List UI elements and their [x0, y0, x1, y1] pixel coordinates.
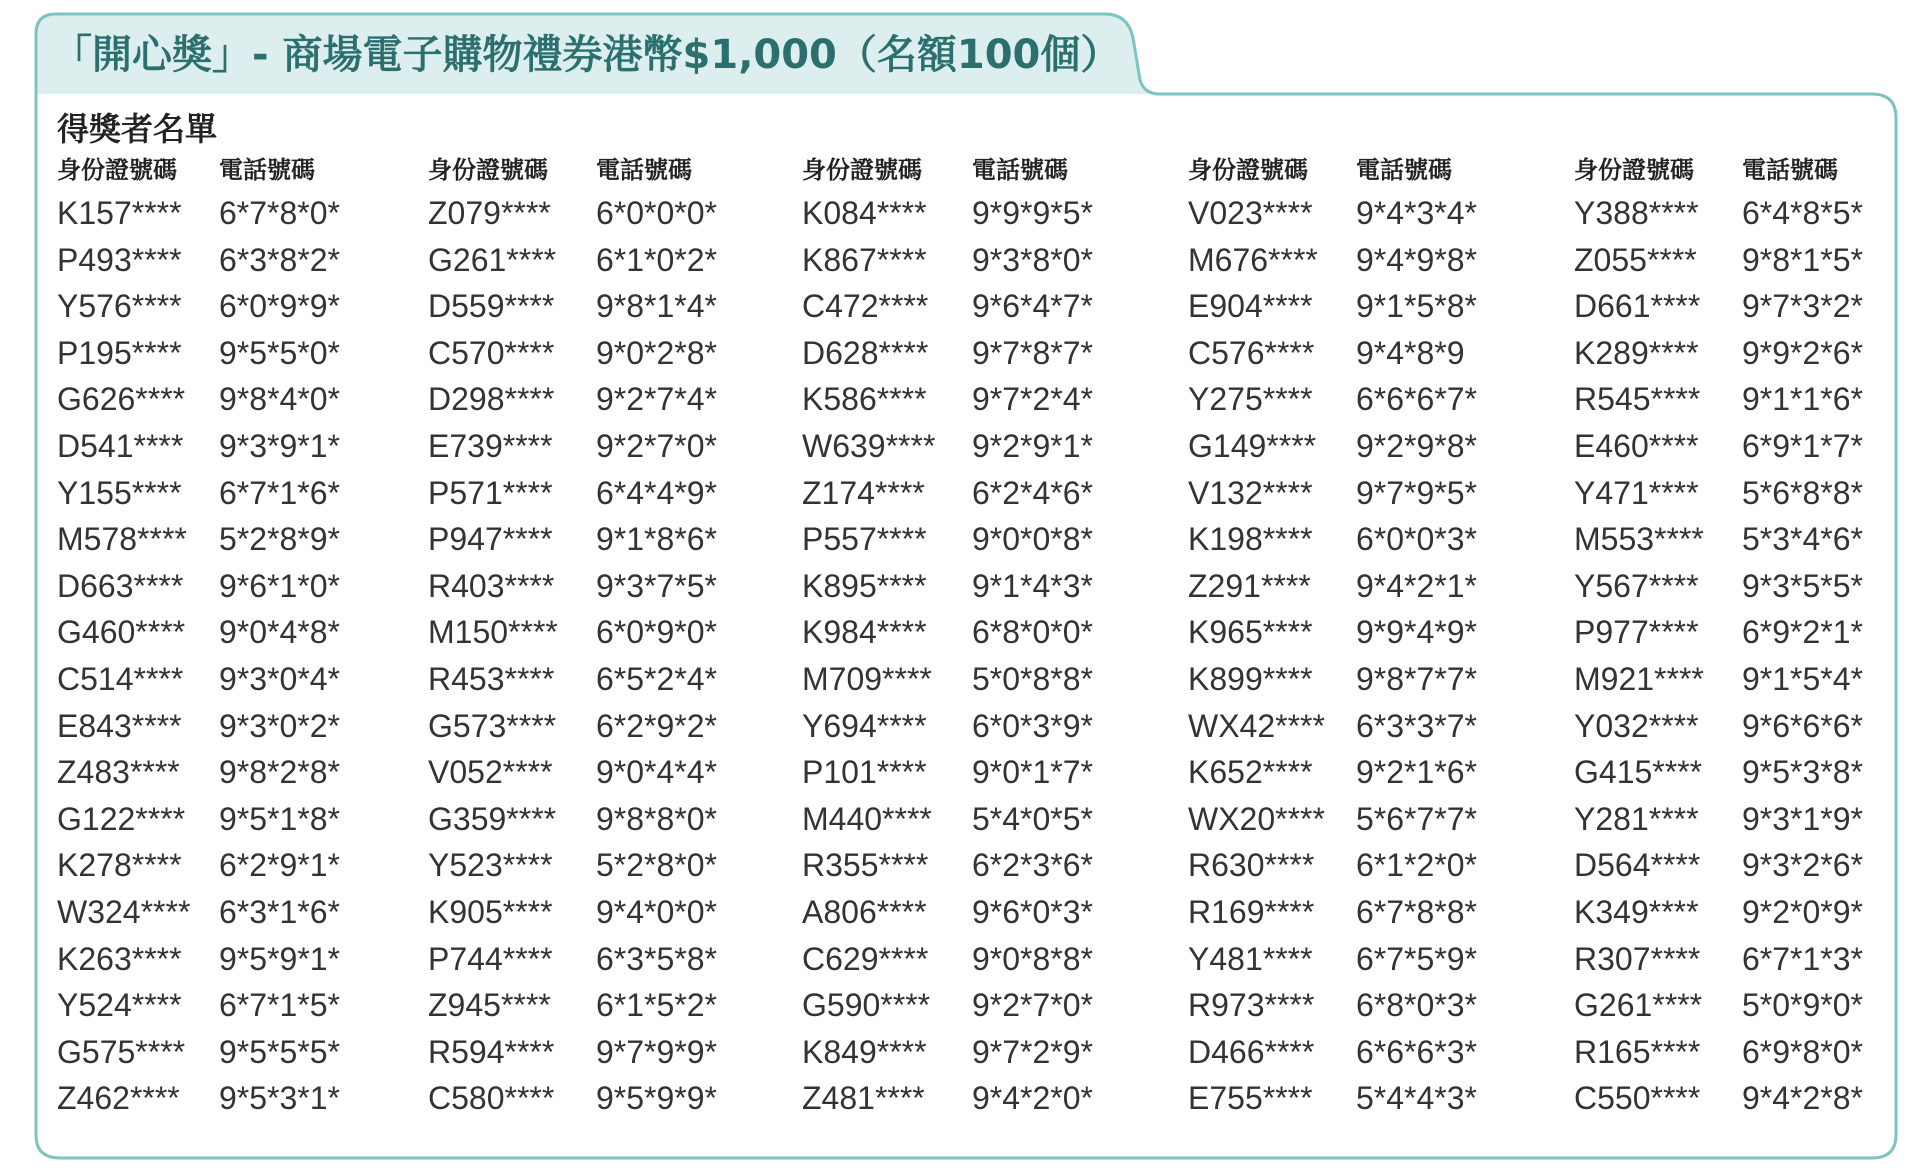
phone-cell: 5*6*8*8*: [1742, 474, 1863, 511]
phone-cell: 9*6*0*3*: [972, 893, 1093, 930]
id-cell: G590****: [802, 987, 931, 1024]
id-cell: D564****: [1574, 847, 1701, 884]
id-cell: Z462****: [57, 1080, 180, 1117]
id-cell: Y481****: [1188, 940, 1313, 977]
phone-cell: 9*7*8*7*: [972, 334, 1093, 371]
id-cell: G359****: [428, 800, 557, 837]
phone-cell: 6*2*9*2*: [596, 707, 717, 744]
phone-cell: 9*8*1*4*: [596, 288, 717, 325]
id-cell: M553****: [1574, 521, 1704, 558]
id-cell: R973****: [1188, 987, 1315, 1024]
phone-cell: 6*3*3*7*: [1356, 707, 1477, 744]
id-cell: K586****: [802, 381, 927, 418]
phone-cell: 5*4*4*3*: [1356, 1080, 1477, 1117]
id-cell: Y275****: [1188, 381, 1313, 418]
phone-cell: 5*0*8*8*: [972, 660, 1093, 697]
phone-cell: 9*3*9*1*: [219, 427, 340, 464]
phone-number-header: 電話號碼: [219, 156, 315, 184]
id-cell: K198****: [1188, 521, 1313, 558]
phone-cell: 5*2*8*0*: [596, 847, 717, 884]
id-cell: E755****: [1188, 1080, 1313, 1117]
phone-cell: 9*3*2*6*: [1742, 847, 1863, 884]
phone-cell: 6*7*1*5*: [219, 987, 340, 1024]
id-cell: P571****: [428, 474, 553, 511]
phone-cell: 9*2*9*1*: [972, 427, 1093, 464]
phone-cell: 6*4*4*9*: [596, 474, 717, 511]
id-cell: M578****: [57, 521, 187, 558]
id-cell: WX42****: [1188, 707, 1325, 744]
id-number-header: 身份證號碼: [428, 156, 548, 184]
phone-cell: 6*0*3*9*: [972, 707, 1093, 744]
phone-cell: 9*4*2*8*: [1742, 1080, 1863, 1117]
id-cell: G460****: [57, 614, 186, 651]
id-cell: Y281****: [1574, 800, 1699, 837]
id-number-header: 身份證號碼: [1574, 156, 1694, 184]
id-cell: R307****: [1574, 940, 1701, 977]
id-cell: A806****: [802, 893, 927, 930]
id-cell: K905****: [428, 893, 553, 930]
id-cell: C514****: [57, 660, 184, 697]
winners-list-heading: 得獎者名單: [57, 110, 218, 148]
id-cell: Y576****: [57, 288, 182, 325]
id-cell: Z079****: [428, 195, 551, 231]
phone-cell: 9*3*1*9*: [1742, 800, 1863, 837]
phone-cell: 6*2*4*6*: [972, 474, 1093, 511]
phone-cell: 9*2*9*8*: [1356, 427, 1477, 464]
phone-cell: 9*4*9*8*: [1356, 241, 1477, 278]
phone-cell: 5*4*0*5*: [972, 800, 1093, 837]
id-number-header: 身份證號碼: [802, 156, 922, 184]
phone-cell: 9*0*4*8*: [219, 614, 340, 651]
phone-cell: 9*3*5*5*: [1742, 567, 1863, 604]
phone-cell: 6*0*0*3*: [1356, 521, 1477, 558]
id-cell: E460****: [1574, 427, 1699, 464]
phone-number-header: 電話號碼: [596, 156, 692, 184]
phone-cell: 9*5*5*0*: [219, 334, 340, 371]
phone-cell: 9*9*4*9*: [1356, 614, 1477, 651]
phone-number-header: 電話號碼: [1742, 156, 1838, 184]
phone-cell: 9*7*2*9*: [972, 1033, 1093, 1070]
id-cell: G261****: [428, 241, 557, 278]
id-cell: Y471****: [1574, 474, 1699, 511]
id-number-header: 身份證號碼: [57, 156, 177, 184]
id-cell: V023****: [1188, 195, 1313, 231]
id-cell: R630****: [1188, 847, 1315, 884]
id-cell: Z945****: [428, 987, 551, 1024]
id-cell: Y523****: [428, 847, 553, 884]
phone-cell: 9*0*4*4*: [596, 754, 717, 791]
id-cell: C576****: [1188, 334, 1315, 371]
phone-cell: 9*2*1*6*: [1356, 754, 1477, 791]
id-cell: D663****: [57, 567, 184, 604]
id-cell: D298****: [428, 381, 555, 418]
id-cell: Z291****: [1188, 567, 1311, 604]
phone-cell: 6*9*1*7*: [1742, 427, 1863, 464]
id-cell: C570****: [428, 334, 555, 371]
phone-cell: 9*5*3*1*: [219, 1080, 340, 1117]
phone-cell: 6*6*6*3*: [1356, 1033, 1477, 1070]
phone-cell: 6*5*2*4*: [596, 660, 717, 697]
id-cell: M921****: [1574, 660, 1704, 697]
phone-cell: 6*3*8*2*: [219, 241, 340, 278]
phone-cell: 9*0*8*8*: [972, 940, 1093, 977]
id-cell: K965****: [1188, 614, 1313, 651]
id-cell: M676****: [1188, 241, 1318, 278]
page-title: 「開心獎」- 商場電子購物禮券港幣$1,000（名額100個）: [52, 32, 1121, 78]
phone-cell: 6*0*9*0*: [596, 614, 717, 651]
id-cell: P493****: [57, 241, 182, 278]
id-cell: D541****: [57, 427, 184, 464]
phone-cell: 9*5*9*1*: [219, 940, 340, 977]
id-cell: V132****: [1188, 474, 1313, 511]
phone-cell: 9*8*8*0*: [596, 800, 717, 837]
id-cell: C629****: [802, 940, 929, 977]
phone-number-header: 電話號碼: [972, 156, 1068, 184]
phone-cell: 5*6*7*7*: [1356, 800, 1477, 837]
phone-cell: 6*1*0*2*: [596, 241, 717, 278]
id-cell: K867****: [802, 241, 927, 278]
id-cell: K349****: [1574, 893, 1699, 930]
phone-cell: 9*1*1*6*: [1742, 381, 1863, 418]
phone-cell: 6*6*6*7*: [1356, 381, 1477, 418]
phone-cell: 6*1*2*0*: [1356, 847, 1477, 884]
id-cell: R355****: [802, 847, 929, 884]
phone-cell: 9*5*3*8*: [1742, 754, 1863, 791]
phone-cell: 9*1*8*6*: [596, 521, 717, 558]
id-cell: Y032****: [1574, 707, 1699, 744]
phone-cell: 6*9*2*1*: [1742, 614, 1863, 651]
id-cell: R403****: [428, 567, 555, 604]
phone-cell: 9*7*3*2*: [1742, 288, 1863, 325]
phone-cell: 9*0*1*7*: [972, 754, 1093, 791]
phone-cell: 9*1*4*3*: [972, 567, 1093, 604]
id-cell: K849****: [802, 1033, 927, 1070]
phone-cell: 6*8*0*3*: [1356, 987, 1477, 1024]
id-cell: R169****: [1188, 893, 1315, 930]
phone-cell: 9*8*4*0*: [219, 381, 340, 418]
id-cell: K899****: [1188, 660, 1313, 697]
phone-cell: 9*5*5*5*: [219, 1033, 340, 1070]
id-cell: C550****: [1574, 1080, 1701, 1117]
id-cell: P947****: [428, 521, 553, 558]
id-cell: W324****: [57, 893, 191, 930]
phone-cell: 9*4*8*9: [1356, 334, 1465, 371]
id-cell: Y524****: [57, 987, 182, 1024]
phone-cell: 9*3*0*4*: [219, 660, 340, 697]
id-cell: P195****: [57, 334, 182, 371]
phone-cell: 6*9*8*0*: [1742, 1033, 1863, 1070]
id-cell: Z174****: [802, 474, 925, 511]
phone-cell: 9*7*9*9*: [596, 1033, 717, 1070]
id-cell: K652****: [1188, 754, 1313, 791]
id-cell: P101****: [802, 754, 927, 791]
phone-cell: 6*3*1*6*: [219, 893, 340, 930]
id-cell: Y567****: [1574, 567, 1699, 604]
id-cell: M150****: [428, 614, 558, 651]
phone-cell: 6*8*0*0*: [972, 614, 1093, 651]
phone-cell: 9*6*4*7*: [972, 288, 1093, 325]
phone-cell: 6*0*9*9*: [219, 288, 340, 325]
id-cell: P744****: [428, 940, 553, 977]
id-cell: P557****: [802, 521, 927, 558]
id-cell: D559****: [428, 288, 555, 325]
id-cell: P977****: [1574, 614, 1699, 651]
phone-cell: 6*0*0*0*: [596, 195, 717, 231]
phone-cell: 9*3*8*0*: [972, 241, 1093, 278]
phone-cell: 6*3*5*8*: [596, 940, 717, 977]
phone-cell: 6*7*5*9*: [1356, 940, 1477, 977]
phone-cell: 9*5*1*8*: [219, 800, 340, 837]
phone-cell: 9*2*0*9*: [1742, 893, 1863, 930]
phone-cell: 6*4*8*5*: [1742, 195, 1863, 231]
phone-cell: 9*6*1*0*: [219, 567, 340, 604]
id-cell: C472****: [802, 288, 929, 325]
id-cell: G626****: [57, 381, 186, 418]
id-cell: E843****: [57, 707, 182, 744]
phone-cell: 6*7*8*8*: [1356, 893, 1477, 930]
id-cell: R165****: [1574, 1033, 1701, 1070]
phone-cell: 6*2*3*6*: [972, 847, 1093, 884]
id-cell: E739****: [428, 427, 553, 464]
id-cell: Y388****: [1574, 195, 1699, 231]
id-cell: G415****: [1574, 754, 1703, 791]
phone-cell: 9*1*5*4*: [1742, 660, 1863, 697]
phone-cell: 9*4*0*0*: [596, 893, 717, 930]
id-cell: G575****: [57, 1033, 186, 1070]
phone-cell: 9*2*7*4*: [596, 381, 717, 418]
id-cell: K278****: [57, 847, 182, 884]
id-cell: K263****: [57, 940, 182, 977]
id-cell: G122****: [57, 800, 186, 837]
id-cell: D628****: [802, 334, 929, 371]
phone-cell: 6*7*1*6*: [219, 474, 340, 511]
phone-cell: 6*7*8*0*: [219, 195, 340, 231]
id-cell: G261****: [1574, 987, 1703, 1024]
phone-cell: 9*8*1*5*: [1742, 241, 1863, 278]
id-cell: G573****: [428, 707, 557, 744]
id-cell: Z483****: [57, 754, 180, 791]
id-cell: M440****: [802, 800, 932, 837]
id-cell: Z481****: [802, 1080, 925, 1117]
id-cell: WX20****: [1188, 800, 1325, 837]
phone-cell: 9*3*7*5*: [596, 567, 717, 604]
phone-number-header: 電話號碼: [1356, 156, 1452, 184]
phone-cell: 9*4*2*0*: [972, 1080, 1093, 1117]
id-cell: V052****: [428, 754, 553, 791]
phone-cell: 9*9*9*5*: [972, 195, 1093, 231]
id-cell: K157****: [57, 195, 182, 231]
phone-cell: 5*0*9*0*: [1742, 987, 1863, 1024]
id-cell: R594****: [428, 1033, 555, 1070]
id-cell: K084****: [802, 195, 927, 231]
phone-cell: 9*7*9*5*: [1356, 474, 1477, 511]
phone-cell: 5*2*8*9*: [219, 521, 340, 558]
id-cell: Z055****: [1574, 241, 1697, 278]
phone-cell: 5*3*4*6*: [1742, 521, 1863, 558]
id-cell: W639****: [802, 427, 936, 464]
id-cell: D466****: [1188, 1033, 1315, 1070]
phone-cell: 6*1*5*2*: [596, 987, 717, 1024]
phone-cell: 9*8*7*7*: [1356, 660, 1477, 697]
id-cell: Y155****: [57, 474, 182, 511]
id-cell: Y694****: [802, 707, 927, 744]
phone-cell: 9*0*2*8*: [596, 334, 717, 371]
id-number-header: 身份證號碼: [1188, 156, 1308, 184]
id-cell: K984****: [802, 614, 927, 651]
phone-cell: 9*0*0*8*: [972, 521, 1093, 558]
phone-cell: 9*1*5*8*: [1356, 288, 1477, 325]
phone-cell: 9*2*7*0*: [972, 987, 1093, 1024]
phone-cell: 9*3*0*2*: [219, 707, 340, 744]
phone-cell: 9*7*2*4*: [972, 381, 1093, 418]
phone-cell: 6*2*9*1*: [219, 847, 340, 884]
phone-cell: 9*6*6*6*: [1742, 707, 1863, 744]
id-cell: E904****: [1188, 288, 1313, 325]
id-cell: R453****: [428, 660, 555, 697]
phone-cell: 9*2*7*0*: [596, 427, 717, 464]
phone-cell: 9*8*2*8*: [219, 754, 340, 791]
id-cell: D661****: [1574, 288, 1701, 325]
phone-cell: 6*7*1*3*: [1742, 940, 1863, 977]
id-cell: M709****: [802, 660, 932, 697]
phone-cell: 9*5*9*9*: [596, 1080, 717, 1117]
phone-cell: 9*9*2*6*: [1742, 334, 1863, 371]
phone-cell: 9*4*3*4*: [1356, 195, 1477, 231]
id-cell: C580****: [428, 1080, 555, 1117]
id-cell: K895****: [802, 567, 927, 604]
id-cell: G149****: [1188, 427, 1317, 464]
id-cell: K289****: [1574, 334, 1699, 371]
phone-cell: 9*4*2*1*: [1356, 567, 1477, 604]
id-cell: R545****: [1574, 381, 1701, 418]
